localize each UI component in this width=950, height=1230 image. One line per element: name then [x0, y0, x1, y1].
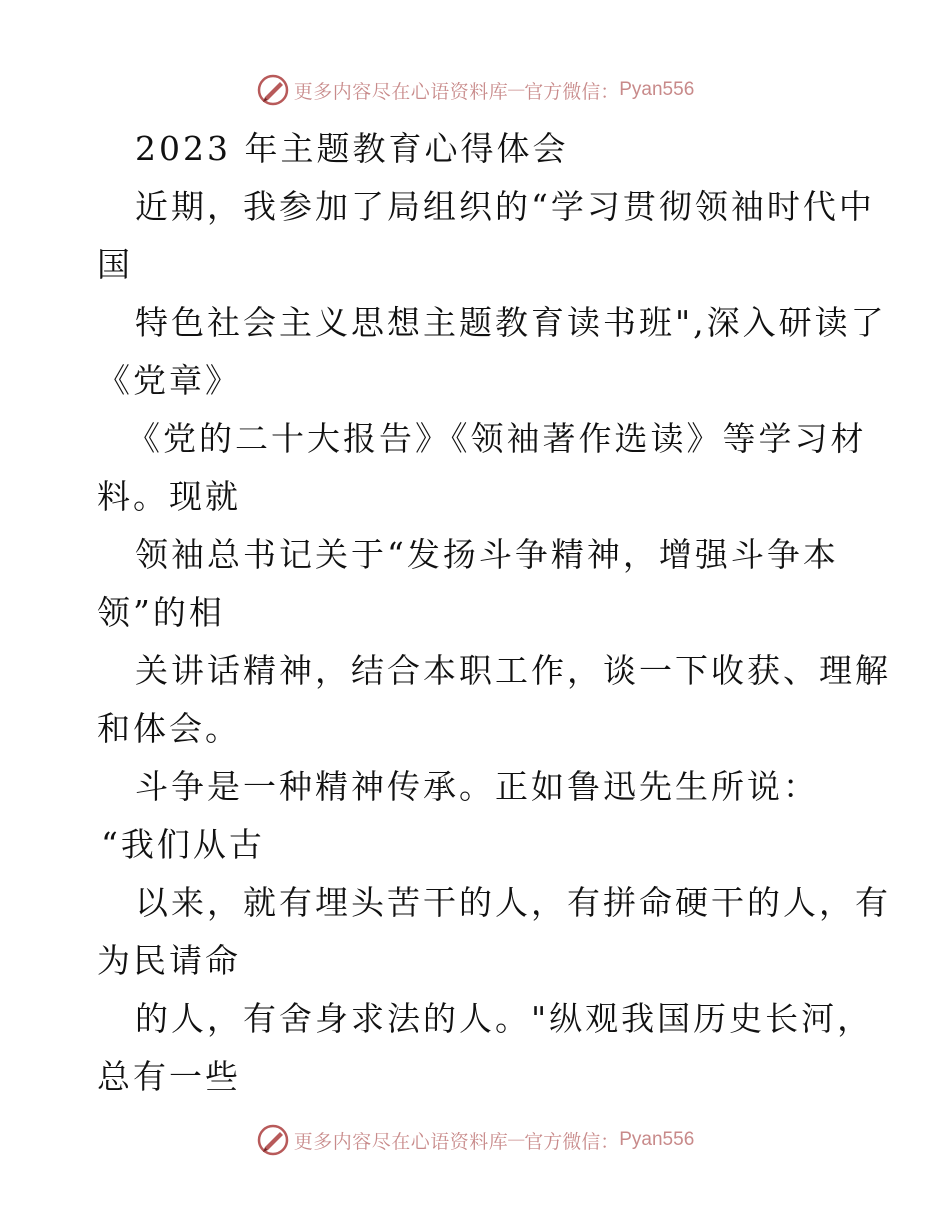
text-line: 的人，有舍身求法的人。"纵观我国历史长河，	[135, 999, 874, 1038]
document-body	[97, 120, 891, 1106]
pen-logo-icon	[256, 73, 290, 107]
watermark-dash: —	[508, 81, 525, 98]
watermark-brand: 更多内容尽在心语资料库	[293, 1130, 509, 1153]
text-line: 为民请命	[97, 941, 241, 980]
text-line: 以来，就有埋头苦干的人，有拼命硬干的人，有	[135, 883, 891, 922]
text-line: “我们从古	[101, 825, 265, 864]
watermark-header	[0, 70, 950, 110]
watermark-label: 官方微信：	[524, 80, 620, 103]
watermark-brand: 更多内容尽在心语资料库	[293, 80, 509, 103]
text-line: 料。现就	[97, 477, 241, 516]
text-line: 斗争是一种精神传承。正如鲁迅先生所说：	[135, 767, 819, 806]
document-title: 2023 年主题教育心得体会	[135, 129, 569, 168]
text-line: 总有一些	[97, 1057, 241, 1096]
text-line: 和体会。	[97, 709, 241, 748]
pen-logo-icon	[256, 1123, 290, 1157]
text-line: 《党的二十大报告》《领袖著作选读》等学习材	[127, 419, 867, 458]
watermark-label: 官方微信：	[524, 1130, 620, 1153]
watermark-footer	[0, 1120, 950, 1160]
text-line: 领”的相	[97, 593, 225, 632]
watermark-dash: —	[508, 1131, 525, 1148]
text-line: 国	[97, 245, 133, 284]
text-line: 特色社会主义思想主题教育读书班",深入研读了	[135, 303, 887, 342]
text-line: 领袖总书记关于“发扬斗争精神，增强斗争本	[135, 535, 839, 574]
watermark-wechat-id: Pyan556	[619, 79, 695, 100]
text-line: 关讲话精神，结合本职工作，谈一下收获、理解	[135, 651, 891, 690]
text-line: 《党章》	[97, 361, 241, 400]
watermark-wechat-id: Pyan556	[619, 1129, 695, 1150]
text-line: 近期，我参加了局组织的“学习贯彻领袖时代中	[135, 187, 875, 226]
